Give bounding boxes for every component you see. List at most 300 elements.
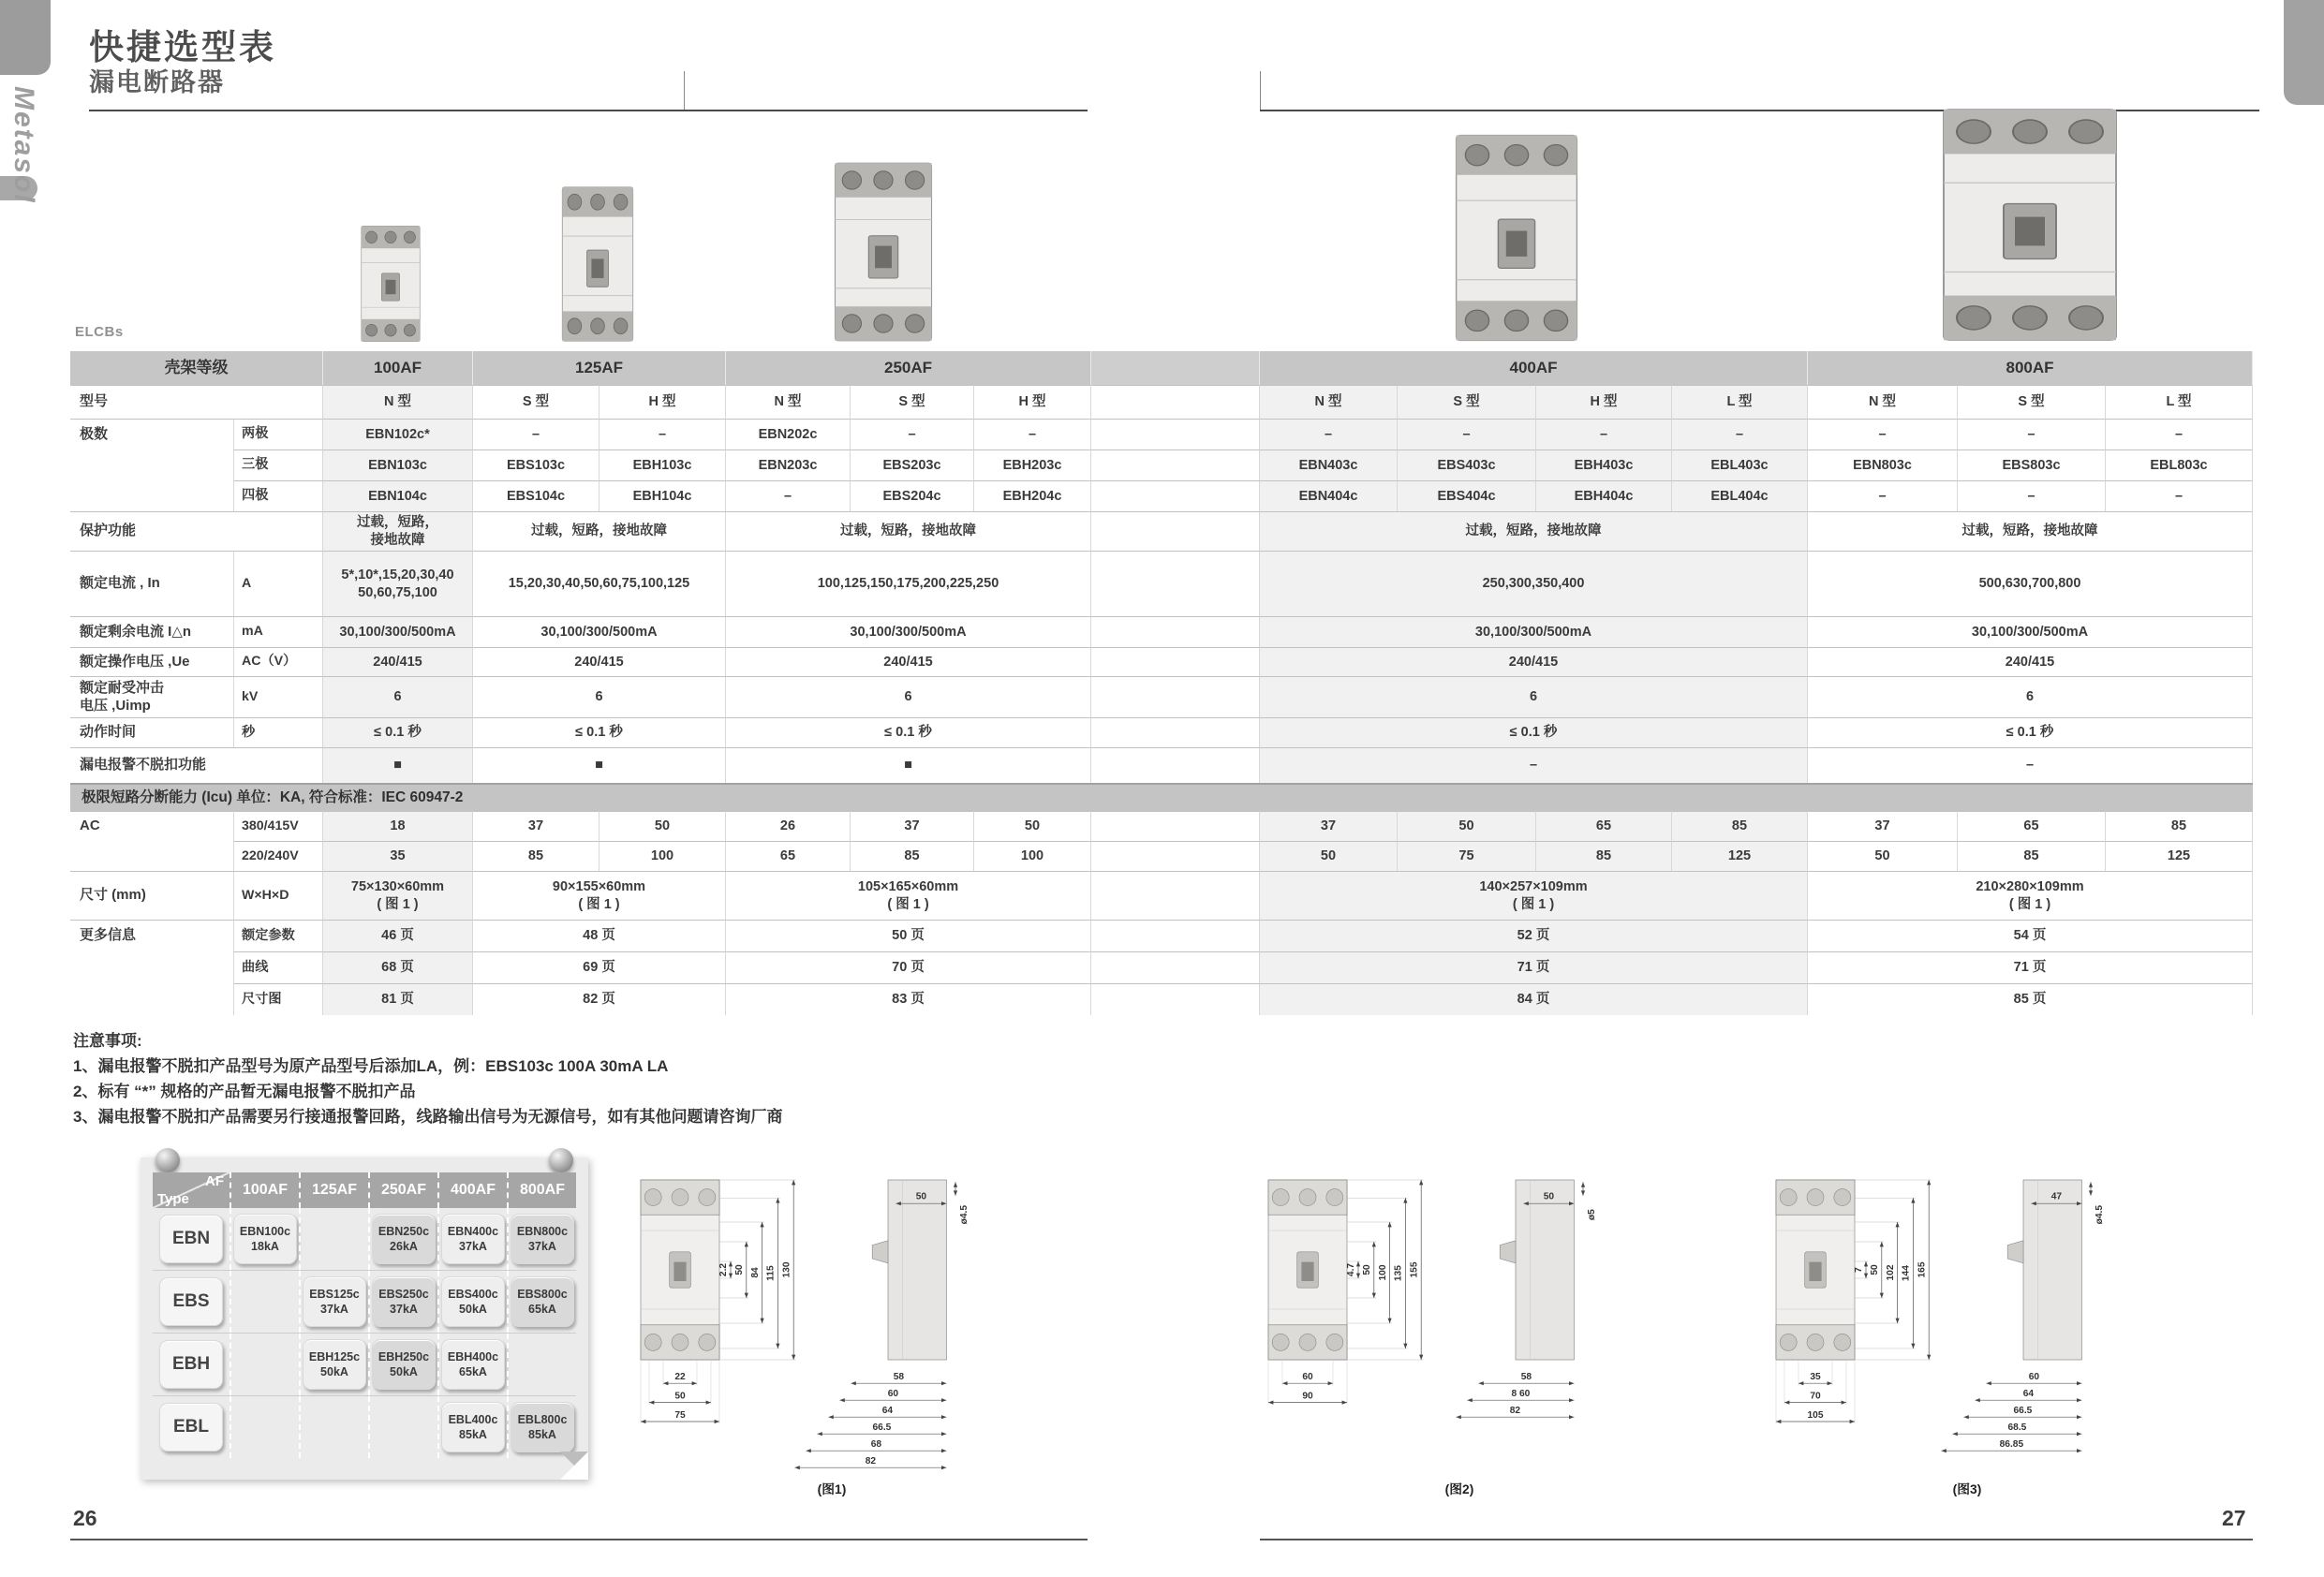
hole-diameter-label: ø4.5: [2095, 1205, 2105, 1225]
table-cell: N 型: [726, 385, 851, 419]
chip-model: EBH250c: [377, 1350, 430, 1363]
table-cell: EBN403c: [1260, 450, 1398, 480]
type-button-ebn: EBN: [159, 1215, 223, 1263]
dimension-label: 82: [865, 1456, 877, 1466]
table-cell: 46 页: [323, 920, 473, 951]
pushpin-icon-left: [155, 1148, 180, 1172]
table-cell: 50: [600, 811, 726, 841]
type-button-ebs: EBS: [159, 1277, 223, 1326]
table-cell: 65: [726, 841, 851, 871]
row-sublabel: 380/415V: [234, 811, 323, 841]
table-row: [70, 920, 2253, 951]
dimension-label: 2.2: [718, 1262, 730, 1277]
row-label: 尺寸 (mm): [70, 871, 234, 920]
dimension-label: 165: [1917, 1261, 1928, 1278]
dimension-label: 50: [734, 1264, 745, 1275]
table-cell: 26: [726, 811, 851, 841]
notes-block: [73, 1028, 782, 1129]
table-cell: –: [1808, 747, 2253, 783]
figure-2: [1246, 1163, 1667, 1500]
breaker-photo-1: [359, 225, 422, 343]
table-cell: –: [2106, 480, 2253, 511]
table-row: [70, 676, 2253, 717]
table-row: [70, 450, 2253, 480]
chip-ka: 65kA: [528, 1303, 556, 1316]
dimension-label: 68.5: [2007, 1422, 2027, 1433]
dimension-label: 8 60: [1511, 1389, 1531, 1399]
row-label: 动作时间: [70, 717, 234, 747]
dimension-label: 22: [674, 1372, 686, 1382]
hole-diameter-label: ø5: [1587, 1209, 1597, 1221]
header-tick-right: [1260, 71, 1261, 110]
board-slot: [437, 1334, 507, 1395]
gap-cell: [1091, 616, 1260, 647]
model-chip-ebl800c: [511, 1402, 574, 1452]
board-slot: [368, 1271, 437, 1333]
table-row: [70, 841, 2253, 871]
page-corner-tab-right: [2284, 0, 2324, 105]
dimension-label: 84: [749, 1267, 761, 1278]
gap-cell: [1091, 551, 1260, 616]
table-cell: 240/415: [1260, 647, 1808, 676]
figure-caption: (图1): [817, 1481, 847, 1496]
dimension-label: 100: [1377, 1264, 1388, 1281]
table-cell: EBH204c: [974, 480, 1091, 511]
table-cell: 37: [1260, 811, 1398, 841]
table-cell: EBS203c: [851, 450, 974, 480]
model-chip-ebn800c: [511, 1214, 574, 1264]
board-header-row: [153, 1172, 576, 1208]
table-cell: 82 页: [473, 983, 726, 1015]
board-slot: [368, 1208, 437, 1270]
table-cell: N 型: [323, 385, 473, 419]
table-row: [70, 480, 2253, 511]
board-col-header-100af: 100AF: [229, 1172, 299, 1208]
table-cell: ■: [726, 747, 1091, 783]
table-cell: –: [1260, 747, 1808, 783]
table-cell: 6: [726, 676, 1091, 717]
row-sublabel: mA: [234, 616, 323, 647]
dimension-figure-3: [1754, 1163, 2175, 1500]
board-slot: [229, 1334, 299, 1395]
chip-model: EBH400c: [447, 1350, 499, 1363]
table-cell: 30,100/300/500mA: [1808, 616, 2253, 647]
table-cell: –: [726, 480, 851, 511]
page-number-right: 27: [2222, 1506, 2246, 1530]
table-cell: 100: [600, 841, 726, 871]
chip-ka: 18kA: [251, 1240, 279, 1253]
table-cell: –: [1808, 419, 1958, 450]
board-col-header-800af: 800AF: [507, 1172, 576, 1208]
table-row: [70, 871, 2253, 920]
table-cell: –: [2106, 419, 2253, 450]
figure-caption: (图2): [1444, 1481, 1474, 1496]
table-cell: EBN202c: [726, 419, 851, 450]
table-cell: –: [1260, 419, 1398, 450]
table-cell: H 型: [974, 385, 1091, 419]
breaker-photo-4: [1451, 133, 1582, 343]
dimension-label: 35: [1810, 1372, 1821, 1382]
table-row: [70, 511, 2253, 551]
gap-cell: [1091, 450, 1260, 480]
table-cell: 54 页: [1808, 920, 2253, 951]
table-cell: 250,300,350,400: [1260, 551, 1808, 616]
header-tick-left: [684, 71, 685, 110]
frame-header-400AF: 400AF: [1260, 351, 1808, 385]
table-cell: 75×130×60mm ( 图 1 ): [323, 871, 473, 920]
table-cell: 125: [2106, 841, 2253, 871]
table-cell: 210×280×109mm ( 图 1 ): [1808, 871, 2253, 920]
board-corner-cell: [153, 1172, 229, 1208]
table-cell: 84 页: [1260, 983, 1808, 1015]
table-cell: 过载，短路，接地故障: [1808, 511, 2253, 551]
gap-cell: [1091, 385, 1260, 419]
gap-cell: [1091, 647, 1260, 676]
table-cell: –: [600, 419, 726, 450]
dimension-label: 4.7: [1346, 1262, 1357, 1277]
table-row: [70, 419, 2253, 450]
gap-cell: [1091, 841, 1260, 871]
table-cell: 6: [1808, 676, 2253, 717]
chip-model: EBH125c: [308, 1350, 361, 1363]
dimension-label: 58: [1520, 1372, 1532, 1382]
table-row: [70, 616, 2253, 647]
board-corner-af: AF: [205, 1173, 224, 1189]
table-cell: 125: [1672, 841, 1808, 871]
table-cell: 85: [473, 841, 600, 871]
table-cell: 30,100/300/500mA: [726, 616, 1091, 647]
board-row-ebs: [153, 1270, 576, 1333]
dimension-label: 47: [2050, 1191, 2063, 1202]
row-label: [70, 480, 234, 511]
table-cell: EBH403c: [1536, 450, 1672, 480]
dimension-label: 58: [893, 1372, 905, 1382]
dimension-label: 50: [1870, 1264, 1880, 1275]
table-cell: 30,100/300/500mA: [473, 616, 726, 647]
dimension-label: 60: [887, 1389, 899, 1399]
dimension-label: 66.5: [872, 1422, 892, 1433]
board-type-cell: [153, 1271, 229, 1333]
table-cell: EBN103c: [323, 450, 473, 480]
dimension-label: 68: [870, 1439, 882, 1450]
table-cell: EBL404c: [1672, 480, 1808, 511]
breaker-illustration: [359, 225, 422, 343]
row-sublabel: AC（V）: [234, 647, 323, 676]
gap-cell: [1091, 480, 1260, 511]
header-gap: [1091, 351, 1260, 385]
table-header-row: [70, 351, 2253, 385]
table-cell: 50: [1260, 841, 1398, 871]
table-cell: 85: [851, 841, 974, 871]
row-label: 极数: [70, 419, 234, 450]
table-cell: 90×155×60mm ( 图 1 ): [473, 871, 726, 920]
row-label: 额定耐受冲击 电压 ,Uimp: [70, 676, 234, 717]
table-cell: S 型: [1958, 385, 2106, 419]
row-sublabel: 尺寸图: [234, 983, 323, 1015]
page-curl: [560, 1452, 588, 1480]
table-cell: EBS803c: [1958, 450, 2106, 480]
table-cell: 30,100/300/500mA: [323, 616, 473, 647]
table-cell: –: [851, 419, 974, 450]
table-cell: S 型: [851, 385, 974, 419]
row-label: [70, 951, 234, 983]
row-label: 漏电报警不脱扣功能: [70, 747, 323, 783]
type-selector-grid: [153, 1172, 576, 1458]
dimension-label: 135: [1393, 1265, 1404, 1282]
dimension-figure-1: [618, 1163, 1040, 1500]
chip-model: EBN100c: [239, 1225, 291, 1238]
table-cell: 65: [1536, 811, 1672, 841]
model-chip-ebs800c: [511, 1276, 574, 1327]
figure-1: [618, 1163, 1040, 1500]
page-subtitle: 漏电断路器: [89, 68, 225, 96]
table-row: [70, 717, 2253, 747]
model-chip-ebn400c: [441, 1214, 505, 1264]
table-cell: 37: [473, 811, 600, 841]
row-sublabel: 220/240V: [234, 841, 323, 871]
model-chip-ebl400c: [441, 1402, 505, 1452]
dimension-label: 70: [1810, 1391, 1821, 1402]
table-row: [70, 811, 2253, 841]
row-sublabel: 两极: [234, 419, 323, 450]
chip-model: EBN400c: [447, 1225, 499, 1238]
figure-3: [1754, 1163, 2175, 1500]
table-cell: –: [974, 419, 1091, 450]
note-item: 3、漏电报警不脱扣产品需要另行接通报警回路，线路输出信号为无源信号，如有其他问题请咨询厂商: [73, 1108, 783, 1126]
chip-model: EBN800c: [516, 1225, 569, 1238]
row-sublabel: 额定参数: [234, 920, 323, 951]
breaker-illustration: [559, 185, 636, 343]
table-row: [70, 983, 2253, 1015]
table-cell: EBN803c: [1808, 450, 1958, 480]
row-sublabel: A: [234, 551, 323, 616]
board-slot: [507, 1208, 576, 1270]
hole-diameter-label: ø4.5: [959, 1205, 970, 1225]
model-chip-ebh400c: [441, 1339, 505, 1390]
row-label: [70, 983, 234, 1015]
table-cell: 83 页: [726, 983, 1091, 1015]
row-label: 额定剩余电流 I△n: [70, 616, 234, 647]
row-sublabel: W×H×D: [234, 871, 323, 920]
row-label: 型号: [70, 385, 323, 419]
footer-rule-left: [70, 1539, 1088, 1540]
board-slot: [437, 1208, 507, 1270]
board-slot: [299, 1271, 368, 1333]
table-cell: 35: [323, 841, 473, 871]
table-cell: 50 页: [726, 920, 1091, 951]
breaker-illustration: [1451, 133, 1582, 343]
chip-ka: 37kA: [528, 1240, 556, 1253]
row-label: AC: [70, 811, 234, 841]
type-button-ebl: EBL: [159, 1403, 223, 1452]
board-slot: [299, 1396, 368, 1458]
chip-ka: 50kA: [390, 1365, 418, 1378]
board-col-header-250af: 250AF: [368, 1172, 437, 1208]
table-cell: 50: [1398, 811, 1536, 841]
table-cell: 37: [851, 811, 974, 841]
table-cell: 500,630,700,800: [1808, 551, 2253, 616]
table-cell: EBH103c: [600, 450, 726, 480]
row-sublabel: 三极: [234, 450, 323, 480]
dimension-label: 64: [881, 1406, 894, 1416]
table-cell: L 型: [2106, 385, 2253, 419]
table-cell: 48 页: [473, 920, 726, 951]
table-cell: L 型: [1672, 385, 1808, 419]
table-cell: 30,100/300/500mA: [1260, 616, 1808, 647]
table-cell: 85: [1672, 811, 1808, 841]
table-cell: 15,20,30,40,50,60,75,100,125: [473, 551, 726, 616]
table-cell: ≤ 0.1 秒: [1260, 717, 1808, 747]
table-cell: ≤ 0.1 秒: [1808, 717, 2253, 747]
model-chip-ebh250c: [372, 1339, 436, 1390]
table-cell: 过载，短路，接地故障: [473, 511, 726, 551]
gap-cell: [1091, 511, 1260, 551]
table-cell: N 型: [1260, 385, 1398, 419]
chip-ka: 85kA: [459, 1428, 487, 1441]
table-cell: 100: [974, 841, 1091, 871]
table-cell: ≤ 0.1 秒: [726, 717, 1091, 747]
model-chip-ebh125c: [303, 1339, 366, 1390]
frame-header-800AF: 800AF: [1808, 351, 2253, 385]
frame-header-250AF: 250AF: [726, 351, 1091, 385]
notes-list: [73, 1054, 782, 1129]
table-cell: –: [1808, 480, 1958, 511]
chip-model: EBS800c: [517, 1288, 568, 1301]
dimension-label: 155: [1409, 1261, 1420, 1278]
row-label: 额定电流 , In: [70, 551, 234, 616]
chip-ka: 50kA: [459, 1303, 487, 1316]
row-label: [70, 841, 234, 871]
table-cell: 6: [473, 676, 726, 717]
table-cell: 240/415: [473, 647, 726, 676]
product-family-label: ELCBs: [75, 324, 124, 340]
table-cell: 过载，短路，接地故障: [726, 511, 1091, 551]
board-slot: [229, 1271, 299, 1333]
gap-cell: [1091, 419, 1260, 450]
dimension-label: 144: [1901, 1265, 1912, 1282]
board-slot: [299, 1208, 368, 1270]
table-row: [70, 951, 2253, 983]
table-cell: N 型: [1808, 385, 1958, 419]
page-corner-tab-left: [0, 0, 51, 75]
chip-model: EBL400c: [448, 1413, 498, 1426]
frame-grade-header: 壳架等级: [70, 351, 323, 385]
board-slot: [229, 1208, 299, 1270]
board-slot: [229, 1396, 299, 1458]
page-number-left: 26: [73, 1506, 97, 1530]
table-cell: 37: [1808, 811, 1958, 841]
dimension-label: 60: [1302, 1372, 1313, 1382]
page-title: 快捷选型表: [89, 28, 276, 66]
dimension-label: 75: [674, 1409, 686, 1421]
table-row: [70, 747, 2253, 783]
table-cell: –: [1398, 419, 1536, 450]
gap-cell: [1091, 747, 1260, 783]
chip-model: EBL800c: [517, 1413, 568, 1426]
row-label: 更多信息: [70, 920, 234, 951]
table-cell: 105×165×60mm ( 图 1 ): [726, 871, 1091, 920]
chip-ka: 37kA: [459, 1240, 487, 1253]
table-cell: –: [1672, 419, 1808, 450]
table-cell: ≤ 0.1 秒: [323, 717, 473, 747]
table-cell: 75: [1398, 841, 1536, 871]
pushpin-icon-right: [549, 1148, 573, 1172]
row-sublabel: 曲线: [234, 951, 323, 983]
table-cell: 140×257×109mm ( 图 1 ): [1260, 871, 1808, 920]
footer-rule-right: [1260, 1539, 2253, 1540]
table-cell: EBN102c*: [323, 419, 473, 450]
chip-model: EBS125c: [309, 1288, 360, 1301]
table-cell: 69 页: [473, 951, 726, 983]
dimension-label: 50: [1543, 1191, 1555, 1202]
table-cell: 65: [1958, 811, 2106, 841]
board-row-ebl: [153, 1395, 576, 1458]
table-cell: EBS404c: [1398, 480, 1536, 511]
table-cell: 240/415: [726, 647, 1091, 676]
notes-title: 注意事项:: [73, 1032, 142, 1050]
table-cell: EBL403c: [1672, 450, 1808, 480]
table-cell: EBH104c: [600, 480, 726, 511]
table-cell: EBL803c: [2106, 450, 2253, 480]
board-type-cell: [153, 1334, 229, 1395]
table-cell: –: [1958, 419, 2106, 450]
chip-ka: 37kA: [320, 1303, 348, 1316]
dimension-label: 105: [1807, 1409, 1824, 1421]
dimension-label: 130: [781, 1261, 792, 1278]
dimension-label: 82: [1509, 1406, 1521, 1416]
table-row: [70, 551, 2253, 616]
table-cell: S 型: [1398, 385, 1536, 419]
row-sublabel: 秒: [234, 717, 323, 747]
table-cell: 6: [323, 676, 473, 717]
table-cell: 85: [2106, 811, 2253, 841]
figure-caption: (图3): [1952, 1481, 1982, 1496]
table-row: [70, 385, 2253, 419]
gap-cell: [1091, 811, 1260, 841]
board-slot: [507, 1271, 576, 1333]
table-cell: 50: [1808, 841, 1958, 871]
table-row: [70, 647, 2253, 676]
table-cell: EBH203c: [974, 450, 1091, 480]
gap-cell: [1091, 717, 1260, 747]
chip-ka: 37kA: [390, 1303, 418, 1316]
breaker-photo-5: [1936, 107, 2124, 343]
gap-cell: [1091, 920, 1260, 951]
row-sublabel: 四极: [234, 480, 323, 511]
table-cell: 240/415: [323, 647, 473, 676]
table-cell: ≤ 0.1 秒: [473, 717, 726, 747]
dimension-label: 102: [1885, 1264, 1896, 1281]
table-cell: 85 页: [1808, 983, 2253, 1015]
dimension-label: 50: [674, 1391, 686, 1402]
table-cell: 71 页: [1808, 951, 2253, 983]
board-row-ebn: [153, 1208, 576, 1270]
table-cell: EBN404c: [1260, 480, 1398, 511]
table-cell: H 型: [600, 385, 726, 419]
model-chip-ebn250c: [372, 1214, 436, 1264]
dimension-label: 60: [2028, 1372, 2040, 1382]
gap-cell: [1091, 983, 1260, 1015]
table-cell: ■: [473, 747, 726, 783]
gap-cell: [1091, 871, 1260, 920]
chip-model: EBS250c: [378, 1288, 429, 1301]
row-label: [70, 450, 234, 480]
table-cell: H 型: [1536, 385, 1672, 419]
table-cell: EBN104c: [323, 480, 473, 511]
breaker-illustration: [1936, 107, 2124, 343]
board-slot: [437, 1271, 507, 1333]
table-cell: EBS104c: [473, 480, 600, 511]
